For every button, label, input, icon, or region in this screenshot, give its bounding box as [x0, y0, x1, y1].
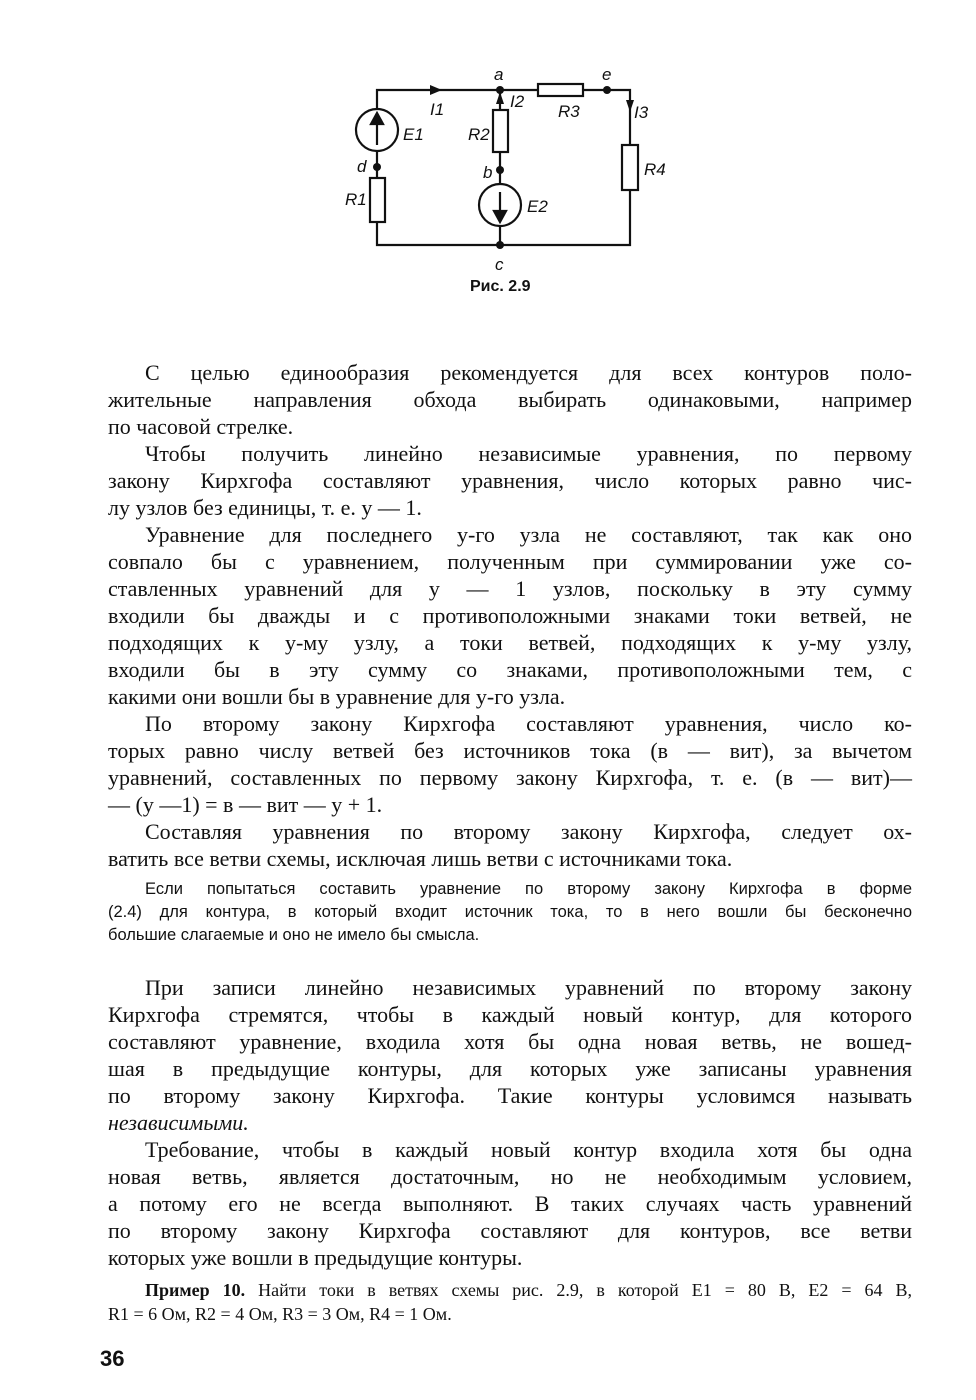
node-e-label: e: [602, 65, 612, 84]
text-line: по часовой стрелке.: [108, 414, 294, 439]
circuit-diagram: [320, 60, 680, 300]
paragraph: [108, 521, 912, 710]
text-line: ватить все ветви схемы, исключая лишь ветви с источниками тока.: [108, 846, 733, 871]
text-line: составляют уравнение, входила хотя бы одна новая ветвь, не вошед-: [108, 1029, 912, 1054]
paragraph: [108, 440, 912, 521]
text-line: ставленных уравнений для у — 1 узлов, поскольку в эту сумму: [108, 576, 912, 601]
text-line: Составляя уравнения по второму закону Кирхгофа, следует ох-: [145, 819, 912, 844]
text-line: лу узлов без единицы, т. е. у — 1.: [108, 495, 422, 520]
text-line: При записи линейно независимых уравнений по второму закону: [145, 975, 912, 1000]
text-line: Чтобы получить линейно независимые уравнения, по первому: [145, 441, 912, 466]
text-line: Уравнение для последнего у-го узла не составляют, так как оно: [145, 522, 912, 547]
example-paragraph: [108, 1278, 912, 1326]
text-line: шая в предыдущие контуры, для которых уже записаны уравнения: [108, 1056, 912, 1081]
text-line: входили бы дважды и с противоположными знаками токи ветвей, не: [108, 603, 912, 628]
text-line: а потому его не всегда выполняют. В таких случаях часть уравнений: [108, 1191, 912, 1216]
text-line: подходящих к у-му узлу, а токи ветвей, подходящих к у-му узлу,: [108, 630, 912, 655]
text-line: По второму закону Кирхгофа составляют уравнения, число ко-: [145, 711, 912, 736]
node-b-label: b: [483, 163, 493, 182]
paragraph: [108, 974, 912, 1136]
example-line: [108, 1278, 912, 1302]
node-a-label: a: [494, 65, 504, 84]
resistor-r1: [370, 178, 385, 222]
source-e2-label: E2: [527, 197, 548, 216]
resistor-r3: [538, 84, 583, 96]
text-line: независимыми.: [108, 1110, 249, 1135]
text-line: какими они вошли бы в уравнение для у-го узла.: [108, 684, 566, 709]
text-line: — (у —1) = в — вит — у + 1.: [108, 792, 383, 817]
paragraph: [108, 359, 912, 440]
source-e1-label: E1: [403, 125, 424, 144]
text-line: совпало бы с уравнением, полученным при суммировании уже со-: [108, 549, 912, 574]
page-number: 36: [100, 1346, 125, 1371]
text-line: закону Кирхгофа составляют уравнения, число которых равно чис-: [108, 468, 912, 493]
paragraph: [108, 710, 912, 818]
text-line: жительные направления обхода выбирать одинаковыми, например: [108, 387, 912, 412]
current-i1-label: I1: [430, 100, 445, 119]
text-line: по второму закону Кирхгофа составляют для контуров, все ветви: [108, 1218, 912, 1243]
example-text: Найти токи в ветвях схемы рис. 2.9, в которой E1 = 80 В, E2 = 64 В,: [245, 1280, 912, 1300]
text-line: торых равно числу ветвей без источников тока (в — вит), за вычетом: [108, 738, 912, 763]
text-line: уравнений, составленных по первому закону Кирхгофа, т. е. (в — вит)—: [108, 765, 912, 790]
footnote-line: (2.4) для контура, в который входит источник тока, то в него вошли бы бесконечно: [108, 903, 912, 921]
node-c-label: c: [495, 255, 504, 274]
text-line: С целью единообразия рекомендуется для всех контуров поло-: [145, 360, 912, 385]
current-i2-label: I2: [510, 92, 525, 111]
example-line: R1 = 6 Ом, R2 = 4 Ом, R3 = 3 Ом, R4 = 1 Ом.: [108, 1304, 452, 1324]
resistor-r2: [493, 110, 508, 152]
paragraph: [108, 818, 912, 872]
resistor-r1-label: R1: [345, 190, 367, 209]
text-line: новая ветвь, является достаточным, но не необходимым условием,: [108, 1164, 912, 1189]
node-d-label: d: [357, 157, 367, 176]
resistor-r3-label: R3: [558, 102, 580, 121]
paragraph: [108, 1136, 912, 1271]
text-line: Кирхгофа стремятся, чтобы в каждый новый контур, для которого: [108, 1002, 912, 1027]
resistor-r4-label: R4: [644, 160, 666, 179]
text-line: Требование, чтобы в каждый новый контур входила хотя бы одна: [145, 1137, 912, 1162]
text-line: входили бы в эту сумму со знаками, противоположными тем, с: [108, 657, 912, 682]
text-line: по второму закону Кирхгофа. Такие контуры условимся называть: [108, 1083, 912, 1108]
text-line: которых уже вошли в предыдущие контуры.: [108, 1245, 523, 1270]
resistor-r4: [622, 145, 638, 190]
footnote-paragraph: [108, 878, 912, 947]
figure-caption: Рис. 2.9: [470, 278, 531, 295]
resistor-r2-label: R2: [468, 125, 490, 144]
example-label: Пример 10.: [145, 1280, 246, 1300]
footnote-line: большие слагаемые и оно не имело бы смысла.: [108, 926, 480, 944]
current-i3-label: I3: [634, 103, 649, 122]
footnote-line: Если попытаться составить уравнение по второму закону Кирхгофа в форме: [145, 880, 912, 898]
